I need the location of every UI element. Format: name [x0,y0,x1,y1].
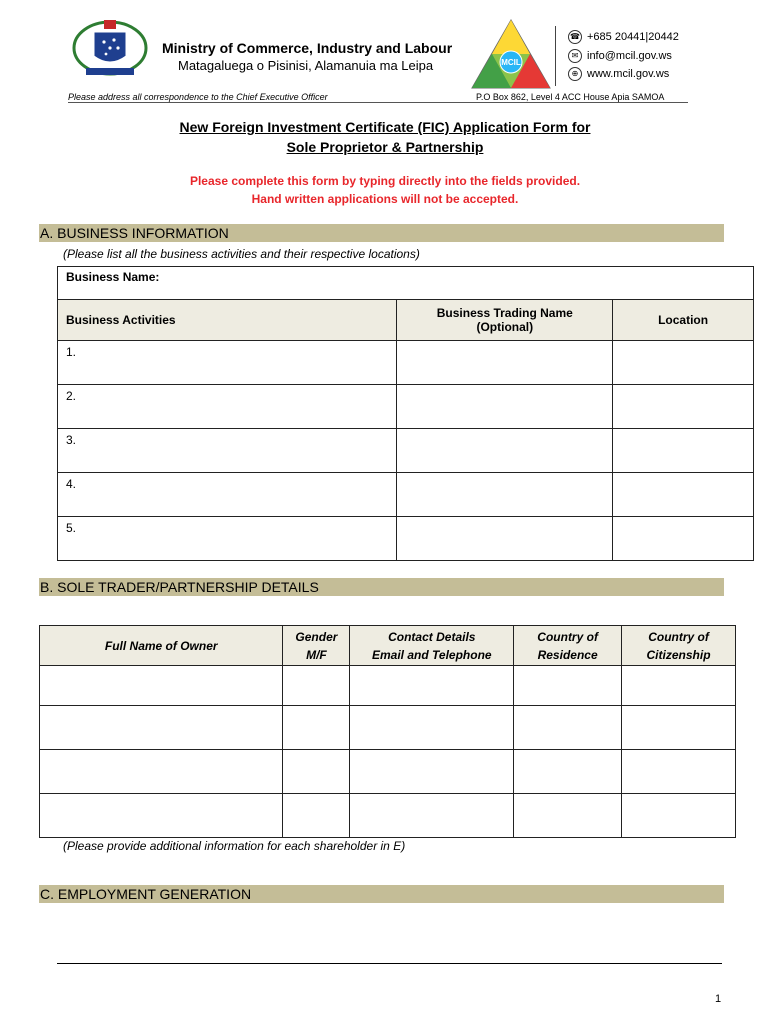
ministry-subtitle: Matagaluega o Pisinisi, Alamanuia ma Leipa [178,58,434,73]
location-field-4[interactable] [613,473,754,517]
section-c-header: C. EMPLOYMENT GENERATION [39,885,724,903]
owner-name-field-2[interactable] [40,706,283,750]
location-field-1[interactable] [613,341,754,385]
trading-name-field-4[interactable] [397,473,613,517]
contact-email [568,49,672,63]
col-citizenship-line1: Country of [648,629,709,644]
owner-residence-field-3[interactable] [514,750,622,794]
contact-website [568,67,669,81]
col-trading-name [397,300,613,341]
location-field-5[interactable] [613,517,754,561]
activity-field-5[interactable]: 5. [58,517,397,561]
owner-contact-field-1[interactable] [350,666,514,706]
contact-phone [568,30,679,44]
owner-name-field-4[interactable] [40,794,283,838]
mcil-logo [470,18,552,90]
owner-gender-field-2[interactable] [283,706,350,750]
globe-icon: ⊕ [568,67,582,81]
col-gender-line1: Gender [295,629,338,644]
col-citizenship-line2: Citizenship [646,647,711,662]
section-a-note: (Please list all the business activities and their respective locations) [63,247,420,261]
col-contact-line1: Contact Details [388,629,476,644]
col-gender [283,626,350,666]
ministry-name: Ministry of Commerce, Industry and Labour [162,40,453,56]
col-residence-line2: Residence [537,647,598,662]
col-contact [350,626,514,666]
owner-citizenship-field-3[interactable] [622,750,736,794]
activity-field-3[interactable]: 3. [58,429,397,473]
business-name-label: Business Name: [66,270,160,284]
form-title-line2: Sole Proprietor & Partnership [286,139,484,155]
owner-citizenship-field-1[interactable] [622,666,736,706]
notice-line2: Hand written applications will not be accepted. [251,192,519,206]
page-number: 1 [715,993,722,1005]
mcil-logo-text: MCIL [501,58,521,67]
email-text: info@mcil.gov.ws [587,50,672,62]
col-trading-name-line2: (Optional) [476,320,534,334]
location-field-3[interactable] [613,429,754,473]
col-trading-name-line1: Business Trading Name [436,306,573,320]
section-a-header: A. BUSINESS INFORMATION [39,224,724,242]
phone-text: +685 20441|20442 [587,31,679,43]
owner-residence-field-4[interactable] [514,794,622,838]
col-residence-line1: Country of [537,629,598,644]
trading-name-field-2[interactable] [397,385,613,429]
business-name-field[interactable] [58,267,754,300]
activity-field-2[interactable]: 2. [58,385,397,429]
owner-residence-field-2[interactable] [514,706,622,750]
section-b-header: B. SOLE TRADER/PARTNERSHIP DETAILS [39,578,724,596]
form-title-line1: New Foreign Investment Certificate (FIC) Application Form for [179,119,591,135]
owner-contact-field-2[interactable] [350,706,514,750]
owner-contact-field-4[interactable] [350,794,514,838]
trading-name-field-5[interactable] [397,517,613,561]
owner-name-field-1[interactable] [40,666,283,706]
owner-details-table [39,625,736,838]
trading-name-field-3[interactable] [397,429,613,473]
owner-gender-field-1[interactable] [283,666,350,706]
col-full-name: Full Name of Owner [40,626,283,666]
col-location: Location [613,300,754,341]
col-gender-line2: M/F [306,647,327,662]
owner-residence-field-1[interactable] [514,666,622,706]
footer-rule [57,963,722,964]
website-text: www.mcil.gov.ws [587,68,670,80]
col-citizenship [622,626,736,666]
location-field-2[interactable] [613,385,754,429]
activity-field-4[interactable]: 4. [58,473,397,517]
col-contact-line2: Email and Telephone [372,647,492,662]
business-information-table [57,266,754,561]
col-business-activities: Business Activities [58,300,397,341]
notice-line1: Please complete this form by typing directly into the fields provided. [189,174,581,188]
section-b-note: (Please provide additional information for each shareholder in E) [63,839,406,853]
email-icon: ✉ [568,49,582,63]
header-divider [555,26,556,86]
owner-gender-field-4[interactable] [283,794,350,838]
po-box-address: P.O Box 862, Level 4 ACC House Apia SAMOA [476,92,665,102]
correspondence-note: Please address all correspondence to the Chief Executive Officer [68,92,328,102]
activity-field-1[interactable]: 1. [58,341,397,385]
samoa-coat-of-arms-logo [68,18,152,80]
owner-citizenship-field-2[interactable] [622,706,736,750]
owner-citizenship-field-4[interactable] [622,794,736,838]
owner-gender-field-3[interactable] [283,750,350,794]
header-rule [68,102,688,103]
col-residence [514,626,622,666]
trading-name-field-1[interactable] [397,341,613,385]
phone-icon: ☎ [568,30,582,44]
owner-name-field-3[interactable] [40,750,283,794]
owner-contact-field-3[interactable] [350,750,514,794]
